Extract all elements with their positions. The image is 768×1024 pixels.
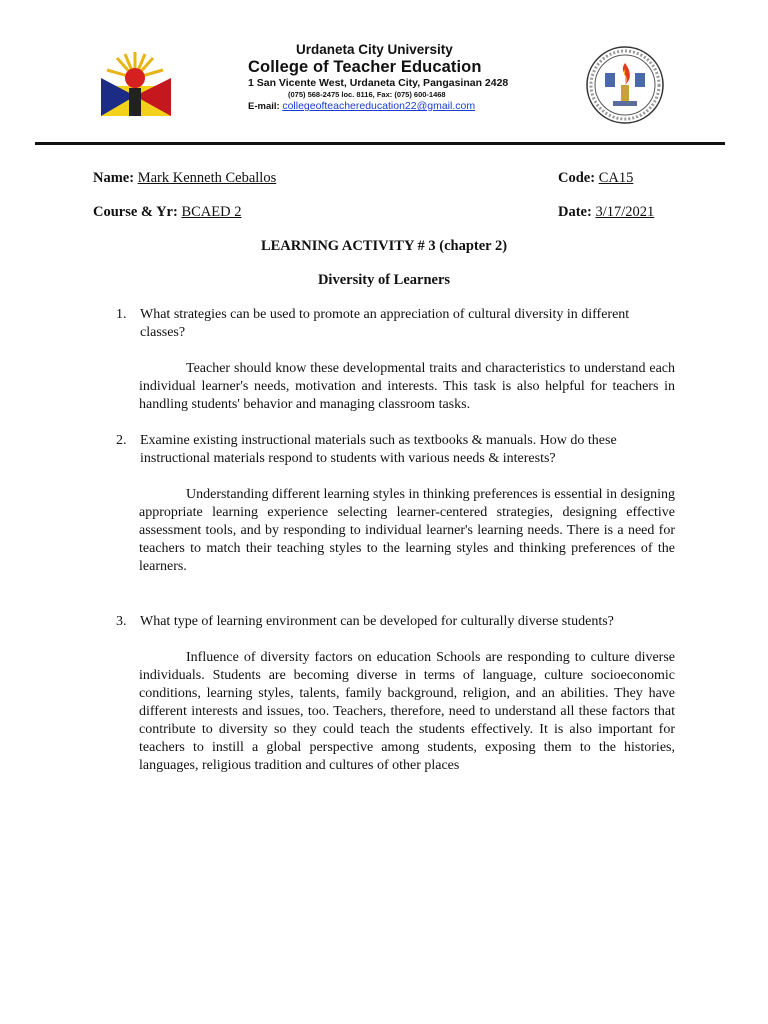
question-2 bbox=[116, 432, 676, 468]
university-name: Urdaneta City University bbox=[296, 42, 453, 57]
email-row bbox=[248, 100, 528, 113]
code-field bbox=[558, 169, 633, 187]
name-value: Mark Kenneth Ceballos bbox=[137, 170, 277, 186]
header-divider bbox=[35, 142, 725, 145]
letterhead bbox=[0, 0, 768, 145]
date-value: 3/17/2021 bbox=[595, 204, 655, 220]
name-label: Name: bbox=[93, 170, 135, 186]
activity-subtitle: Diversity of Learners bbox=[317, 272, 451, 288]
course-label: Course & Yr: bbox=[93, 204, 178, 220]
email-link[interactable]: collegeofteachereducation22@gmail.com bbox=[282, 100, 476, 112]
question-number: 2. bbox=[116, 433, 127, 448]
question-text: What type of learning environment can be developed for culturally diverse students? bbox=[140, 614, 614, 629]
question-3 bbox=[116, 613, 676, 631]
college-address: 1 San Vicente West, Urdaneta City, Pangasinan 2428 bbox=[248, 77, 509, 89]
name-field bbox=[93, 169, 276, 187]
university-seal bbox=[585, 45, 665, 125]
question-number: 1. bbox=[116, 307, 127, 322]
course-field bbox=[93, 203, 241, 221]
activity-title: LEARNING ACTIVITY # 3 (chapter 2) bbox=[260, 238, 508, 254]
date-field bbox=[558, 203, 654, 221]
question-text: What strategies can be used to promote an appreciation of cultural diversity in different classes? bbox=[140, 307, 630, 340]
date-label: Date: bbox=[558, 204, 592, 220]
code-label: Code: bbox=[558, 170, 596, 186]
email-label: E-mail: bbox=[248, 101, 280, 112]
college-name: College of Teacher Education bbox=[248, 58, 482, 76]
question-1 bbox=[116, 306, 676, 342]
answer-1: Teacher should know these developmental traits and characteristics to understand each individual learner's needs, motivation and interests. This task is also helpful for teachers in handling students' behavior and managing classroom tasks. bbox=[139, 361, 675, 412]
question-number: 3. bbox=[116, 614, 127, 629]
answer-2: Understanding different learning styles in thinking preferences is essential in designing appropriate learning experience selecting learner-centered strategies, designing effective assessment tools, and by responding to individual learner's learning needs. There is a need for teachers to match their teaching styles to the learning styles and thinking preferences of the learners. bbox=[139, 487, 675, 574]
college-phone: (075) 568-2475 loc. 8116, Fax: (075) 600-1468 bbox=[288, 90, 446, 99]
code-value: CA15 bbox=[598, 170, 634, 186]
course-value: BCAED 2 bbox=[181, 204, 242, 220]
answer-3: Influence of diversity factors on education Schools are responding to culture diverse individuals. Students are becoming diverse in terms of language, culture socioeconomic conditions, learning styles, talents, family background, religion, and an abilities. They have different interests and issues, too. Teachers, therefore, need to understand all these factors that contribute to diversity so they could teach the students effectively. It is also important for teachers to instill a global perspective among students, exposing them to the histories, languages, religious tradition and cultures of other places bbox=[139, 650, 675, 773]
letterhead-text bbox=[248, 42, 528, 113]
question-text: Examine existing instructional materials such as textbooks & manuals. How do these instructional materials respond to students with various needs & interests? bbox=[140, 433, 617, 466]
college-logo-left bbox=[95, 48, 175, 120]
